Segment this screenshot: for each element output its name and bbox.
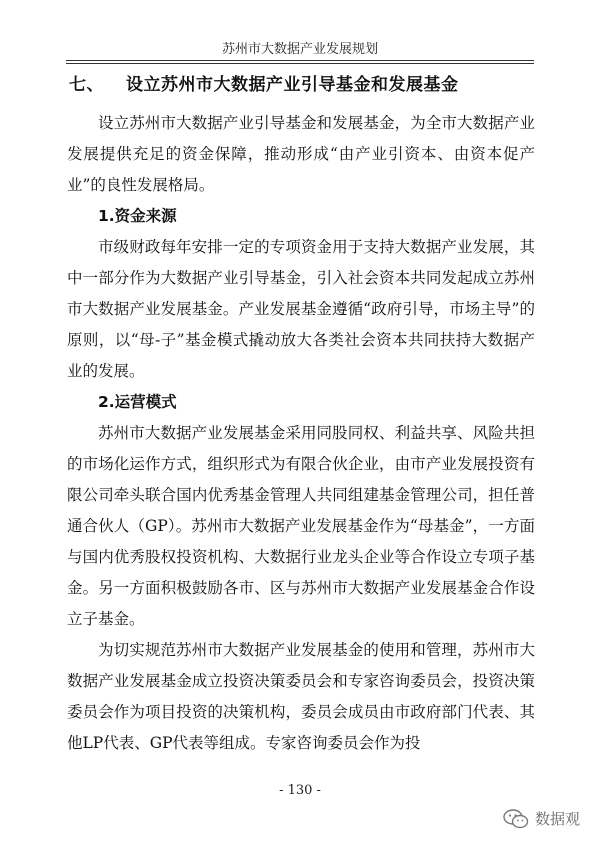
intro-paragraph: 设立苏州市大数据产业引导基金和发展基金，为全市大数据产业发展提供充足的资金保障，推动形成“由产业引资本、由资本促产业”的良性发展格局。: [67, 114, 535, 194]
section-title: 设立苏州市大数据产业引导基金和发展基金: [126, 75, 459, 95]
page-number: - 130 -: [279, 783, 321, 798]
management-paragraph: 为切实规范苏州市大数据产业发展基金的使用和管理，苏州市大数据产业发展基金成立投资决策委员会和专家咨询委员会，投资决策委员会作为项目投资的决策机构，委员会成员由市政府部门代表、其他LP代表、GP代表等组成。专家咨询委员会作为投: [67, 641, 535, 752]
operation-mode-paragraph: 苏州市大数据产业发展基金采用同股同权、利益共享、风险共担的市场化运作方式，组织形式为有限合伙企业，由市产业发展投资有限公司牵头联合国内优秀基金管理人共同组建基金管理公司，担任普通合伙人（GP）。苏州市大数据产业发展基金作为“母基金”，一方面与国内优秀股权投资机构、大数据行业龙头企业等合作设立专项子基金。另一方面积极鼓励各市、区与苏州市大数据产业发展基金合作设立子基金。: [67, 424, 535, 628]
subheading-operation-mode: 2.运营模式: [98, 393, 177, 411]
page-header: 苏州市大数据产业发展规划: [221, 42, 378, 57]
wechat-icon: [503, 809, 529, 829]
watermark-text: 数据观: [534, 810, 580, 828]
document-body: [67, 66, 535, 759]
watermark: [503, 808, 580, 829]
subheading-funding-source: 1.资金来源: [98, 207, 177, 225]
header-rule: [66, 60, 534, 61]
header-rule-lower: [66, 63, 534, 64]
section-heading: [69, 68, 535, 102]
section-number: 七、: [69, 75, 104, 95]
funding-source-paragraph: 市级财政每年安排一定的专项资金用于支持大数据产业发展，其中一部分作为大数据产业引导基金，引入社会资本共同发起成立苏州市大数据产业发展基金。产业发展基金遵循“政府引导，市场主导”的原则，以“母-子”基金模式撬动放大各类社会资本共同扶持大数据产业的发展。: [67, 238, 535, 380]
